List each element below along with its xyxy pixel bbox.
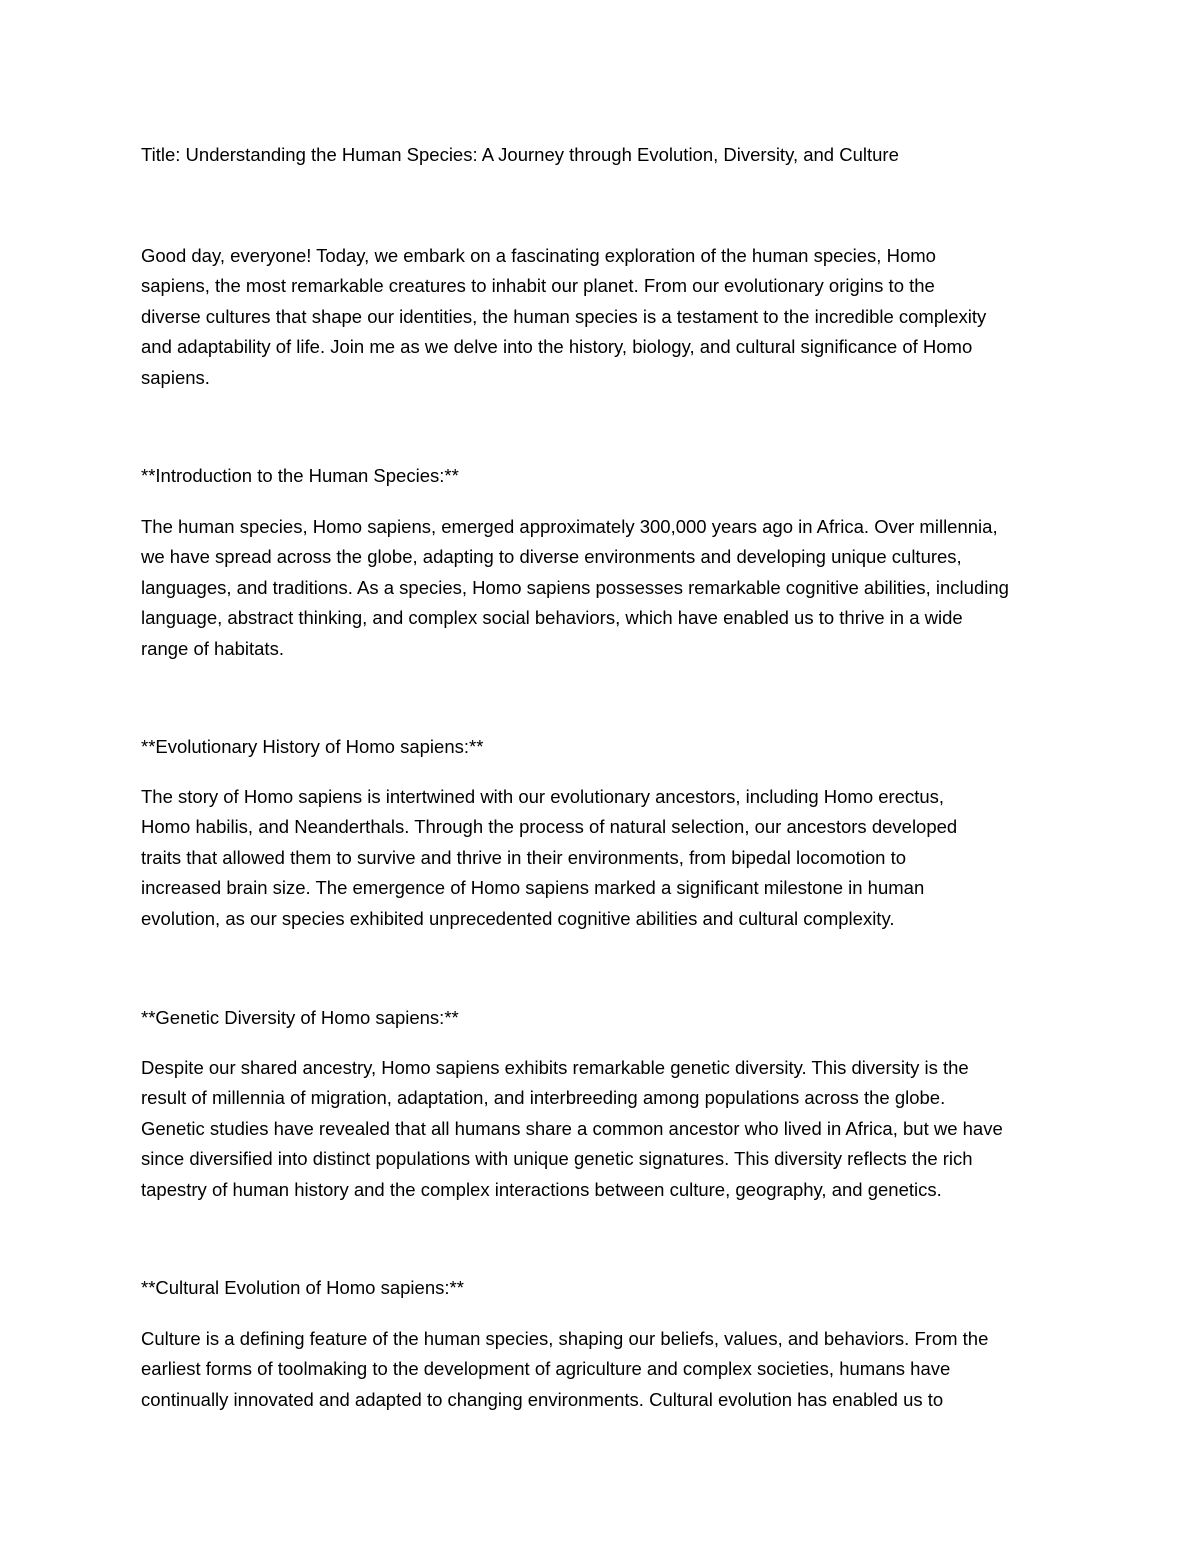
paragraph-line: increased brain size. The emergence of Homo sapiens marked a significant milestone in human [141, 877, 925, 899]
section-heading: **Introduction to the Human Species:** [141, 465, 459, 486]
section-heading-evolutionary-history [141, 732, 1066, 762]
paragraph-line: result of millennia of migration, adaptation, and interbreeding among populations across the globe. [141, 1087, 946, 1109]
section-heading-cultural-evolution [141, 1273, 1066, 1303]
intro-paragraph [141, 241, 1066, 393]
paragraph-line: Genetic studies have revealed that all humans share a common ancestor who lived in Africa, but we have [141, 1117, 1003, 1139]
paragraph-line: sapiens. [141, 366, 210, 388]
paragraph-line: since diversified into distinct populations with unique genetic signatures. This diversity reflects the rich [141, 1148, 973, 1170]
paragraph-line: we have spread across the globe, adapting to diverse environments and developing unique cultures, [141, 546, 962, 568]
paragraph-line: languages, and traditions. As a species, Homo sapiens possesses remarkable cognitive abilities, including [141, 576, 1009, 598]
paragraph-line: range of habitats. [141, 637, 284, 659]
paragraph-line: language, abstract thinking, and complex social behaviors, which have enabled us to thrive in a wide [141, 607, 963, 629]
paragraph-line: Homo habilis, and Neanderthals. Through the process of natural selection, our ancestors developed [141, 816, 958, 838]
section-paragraph-evolutionary-history [141, 782, 1066, 934]
title-line: Title: Understanding the Human Species: A Journey through Evolution, Diversity, and Culture [141, 144, 899, 165]
paragraph-line: Despite our shared ancestry, Homo sapiens exhibits remarkable genetic diversity. This diversity is the [141, 1057, 969, 1078]
paragraph-line: Culture is a defining feature of the human species, shaping our beliefs, values, and behaviors. From the [141, 1328, 989, 1349]
document-title [141, 140, 1066, 170]
paragraph-line: evolution, as our species exhibited unprecedented cognitive abilities and cultural complexity. [141, 907, 895, 929]
section-heading: **Evolutionary History of Homo sapiens:** [141, 736, 484, 757]
section-paragraph-cultural-evolution [141, 1324, 1066, 1415]
paragraph-line: earliest forms of toolmaking to the development of agriculture and complex societies, humans have [141, 1358, 951, 1380]
paragraph-line: The story of Homo sapiens is intertwined with our evolutionary ancestors, including Homo erectus, [141, 786, 945, 807]
paragraph-line: diverse cultures that shape our identities, the human species is a testament to the incredible complexity [141, 305, 987, 327]
paragraph-line: sapiens, the most remarkable creatures to inhabit our planet. From our evolutionary origins to the [141, 275, 935, 297]
section-heading-introduction [141, 461, 1066, 491]
paragraph-line: Good day, everyone! Today, we embark on a fascinating exploration of the human species, Homo [141, 245, 936, 266]
section-paragraph-genetic-diversity [141, 1053, 1066, 1205]
paragraph-line: continually innovated and adapted to changing environments. Cultural evolution has enabled us to [141, 1388, 944, 1410]
paragraph-line: traits that allowed them to survive and thrive in their environments, from bipedal locomotion to [141, 846, 907, 868]
section-heading-genetic-diversity [141, 1003, 1066, 1033]
paragraph-line: and adaptability of life. Join me as we delve into the history, biology, and cultural significance of Homo [141, 336, 973, 358]
paragraph-line: The human species, Homo sapiens, emerged approximately 300,000 years ago in Africa. Over millennia, [141, 516, 998, 537]
section-heading: **Cultural Evolution of Homo sapiens:** [141, 1277, 464, 1298]
section-paragraph-introduction [141, 512, 1066, 664]
section-heading: **Genetic Diversity of Homo sapiens:** [141, 1007, 459, 1028]
paragraph-line: tapestry of human history and the complex interactions between culture, geography, and genetics. [141, 1178, 942, 1200]
